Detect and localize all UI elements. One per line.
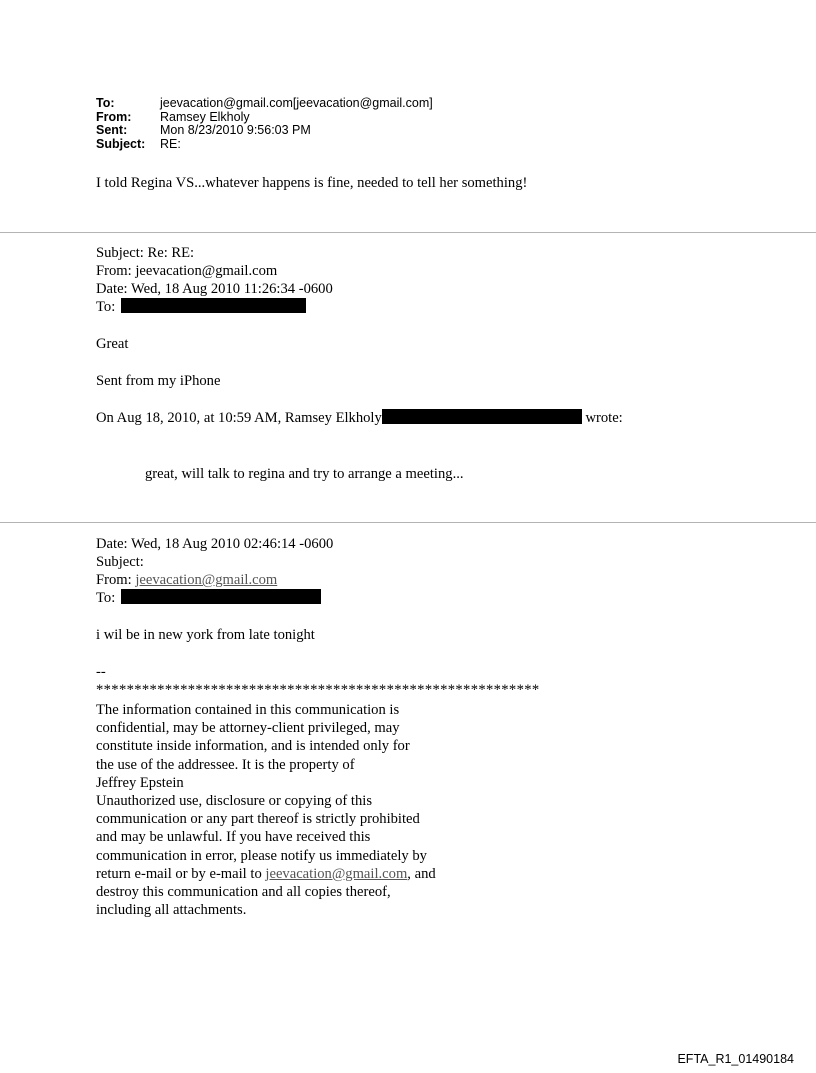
return-suffix: , and (407, 865, 436, 882)
message2-subject: Subject: Re: RE: (96, 245, 195, 261)
message2-from: From: jeevacation@gmail.com (96, 263, 278, 279)
disclaimer-line: confidential, may be attorney-client privileged, may (96, 720, 400, 737)
header-subject-row (96, 138, 433, 152)
message3-body: i wil be in new york from late tonight (96, 627, 315, 643)
disclaimer (96, 701, 436, 919)
header-to-value: jeevacation@gmail.com[jeevacation@gmail.com] (160, 96, 433, 110)
disclaimer-line: Unauthorized use, disclosure or copying of this (96, 793, 373, 810)
disclaimer-line: communication in error, please notify us immediately by (96, 847, 427, 864)
message2-body: Great (96, 336, 129, 352)
disclaimer-line: constitute inside information, and is intended only for (96, 738, 410, 755)
header-from-label: From: (96, 109, 132, 124)
message3-from-link[interactable]: jeevacation@gmail.com (135, 572, 278, 588)
message2-to-row (96, 298, 306, 316)
quote-intro: On Aug 18, 2010, at 10:59 AM, Ramsey Elkholy (96, 410, 382, 426)
header-sent-value: Mon 8/23/2010 9:56:03 PM (160, 123, 311, 137)
disclaimer-line: the use of the addressee. It is the property of (96, 756, 355, 773)
header-from-value: Ramsey Elkholy (160, 109, 250, 124)
quote-wrote: wrote: (585, 410, 623, 426)
message2-to-label: To: (96, 299, 116, 315)
redaction-block (121, 298, 306, 313)
header-subject-value: RE: (160, 136, 181, 151)
message3-from-row (96, 571, 277, 589)
redaction-block (121, 589, 321, 604)
disclaimer-line: and may be unlawful. If you have received this (96, 829, 371, 846)
disclaimer-line: The information contained in this communication is (96, 702, 400, 718)
header-to-row (96, 97, 433, 111)
disclaimer-line: including all attachments. (96, 902, 247, 919)
email-header (96, 97, 433, 151)
redaction-block (382, 409, 582, 424)
disclaimer-email-link[interactable]: jeevacation@gmail.com (265, 865, 408, 882)
disclaimer-line: Jeffrey Epstein (96, 774, 184, 791)
disclaimer-return-line (96, 865, 436, 883)
footer-dashes: -- (96, 664, 106, 680)
message3-to-label: To: (96, 590, 116, 606)
footer-stars: ********************************************************** (96, 682, 540, 698)
message2-quote-header (96, 409, 623, 427)
disclaimer-line: destroy this communication and all copies thereof, (96, 884, 391, 901)
return-prefix: return e-mail or by e-mail to (96, 865, 262, 882)
message2-quoted-text: great, will talk to regina and try to arrange a meeting... (145, 466, 464, 482)
email-body-text: I told Regina VS...whatever happens is fine, needed to tell her something! (96, 175, 528, 191)
header-sent-row (96, 124, 433, 138)
divider (0, 522, 816, 523)
message3-subject: Subject: (96, 554, 144, 570)
divider (0, 232, 816, 233)
message2-signature: Sent from my iPhone (96, 373, 221, 389)
message3-from-label: From: (96, 572, 132, 588)
header-subject-label: Subject: (96, 136, 146, 151)
message3-to-row (96, 589, 321, 607)
header-from-row (96, 111, 433, 125)
document-id: EFTA_R1_01490184 (677, 1052, 794, 1066)
message2-date: Date: Wed, 18 Aug 2010 11:26:34 -0600 (96, 281, 333, 297)
header-sent-label: Sent: (96, 123, 128, 137)
disclaimer-line: communication or any part thereof is strictly prohibited (96, 811, 420, 828)
header-to-label: To: (96, 96, 115, 110)
message3-date: Date: Wed, 18 Aug 2010 02:46:14 -0600 (96, 536, 334, 552)
